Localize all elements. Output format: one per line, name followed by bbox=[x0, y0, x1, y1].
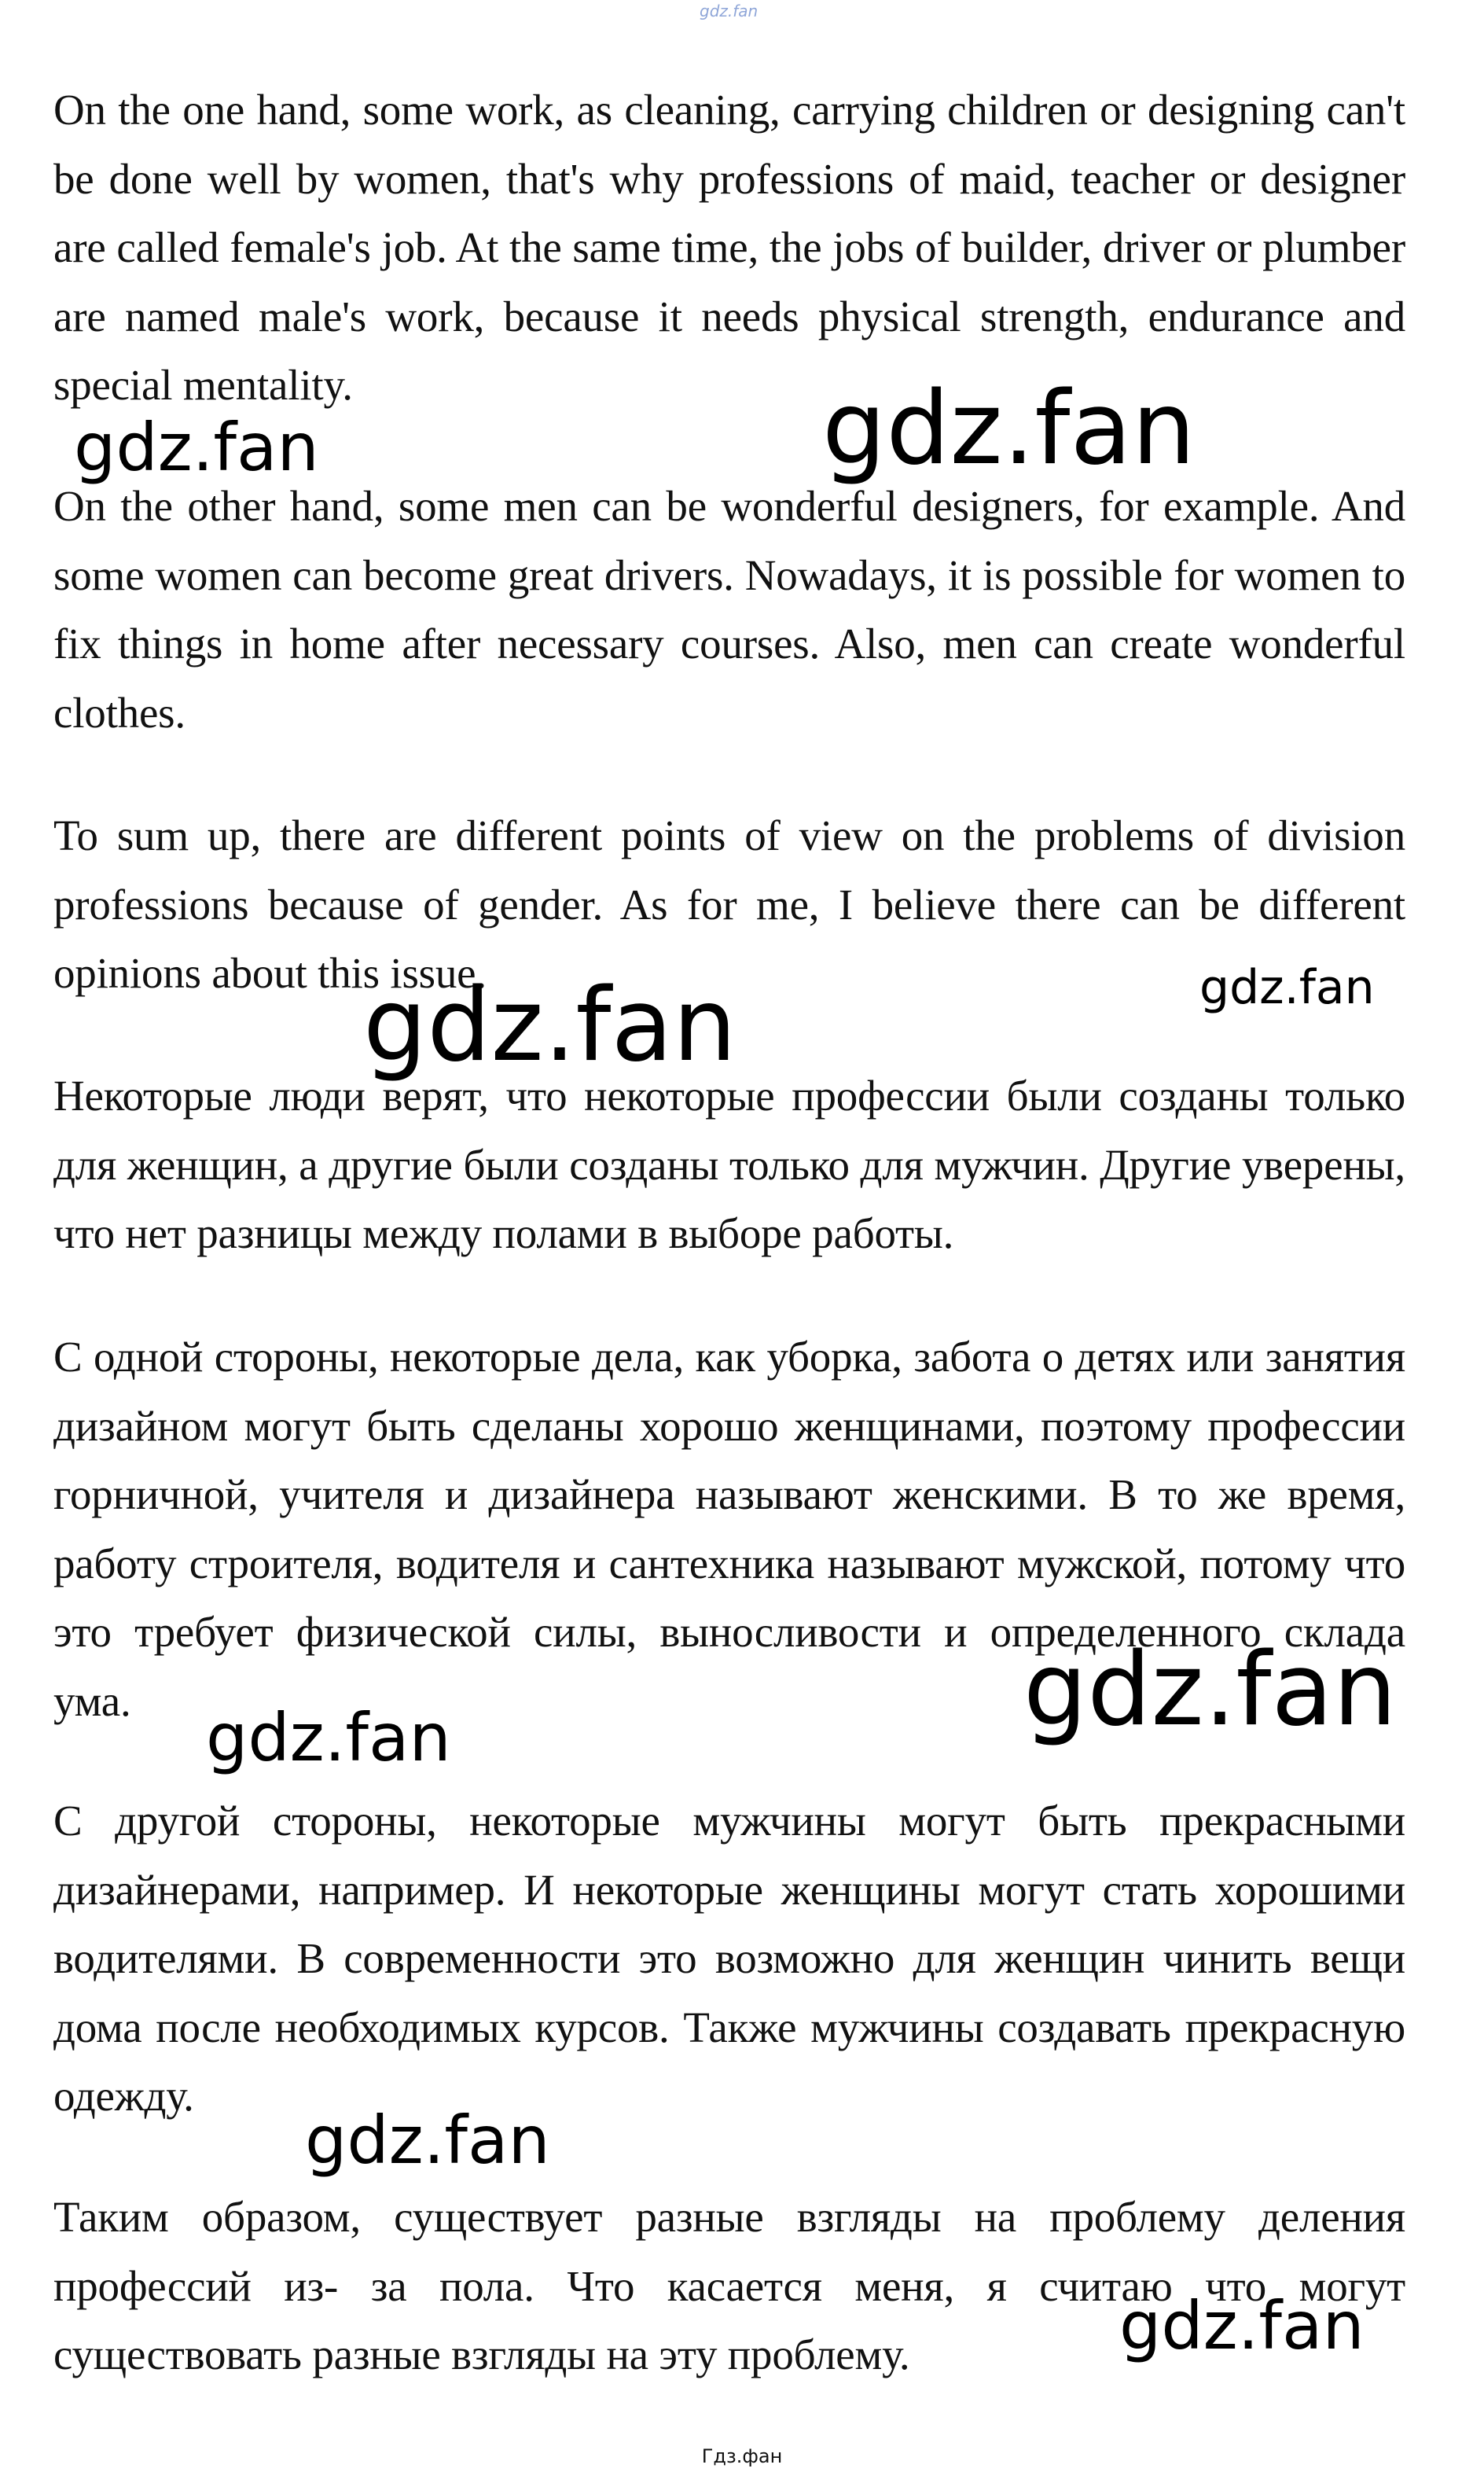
watermark: gdz.fan bbox=[1023, 1631, 1397, 1749]
watermark: gdz.fan bbox=[363, 967, 736, 1084]
page-footer: Гдз.фан bbox=[701, 2445, 783, 2467]
paragraph-en-1: On the one hand, some work, as cleaning, carrying children or designing can't be done well by women, that's why professions of maid, teacher or designer are called female's job. At the same time, the jobs of builder, driver or plumber are named male's work, because it needs physical strength, endurance and special mentality. bbox=[53, 86, 1405, 409]
watermark: gdz.fan bbox=[206, 1699, 451, 1776]
paragraph-en-2: On the other hand, some men can be wonderful designers, for example. And some women can become great drivers. Nowadays, it is possible for women to fix things in home after necessary courses. Also, men can create wonderful clothes. bbox=[53, 482, 1405, 737]
paragraph-en-3: To sum up, there are different points of view on the problems of division professions because of gender. As for me, I believe there can be different opinions about this issue. bbox=[53, 811, 1405, 997]
paragraph-ru-2: С одной стороны, некоторые дела, как уборка, забота о детях или занятия дизайном могут быть сделаны хорошо женщинами, поэтому профессии горничной, учителя и дизайнера называют женскими. В то же время, работу строителя, водителя и сантехника называют мужской, потому что это требует физической силы, выносливости и определенного склада ума. bbox=[53, 1333, 1405, 1725]
watermark: gdz.fan bbox=[74, 409, 319, 486]
paragraph-ru-3: С другой стороны, некоторые мужчины могут быть прекрасными дизайнерами, например. И некоторые женщины могут стать хорошими водителями. В современности это возможно для женщин чинить вещи дома после необходимых курсов. Также мужчины создавать прекрасную одежду. bbox=[53, 1797, 1405, 2120]
paragraph-ru-1: Некоторые люди верят, что некоторые профессии были созданы только для женщин, а другие были созданы только для мужчин. Другие уверены, что нет разницы между полами в выборе работы. bbox=[53, 1072, 1405, 1257]
paragraph-ru-4: Таким образом, существует разные взгляды на проблему деления профессий из- за пола. Что касается меня, я считаю что могут существовать разные взгляды на эту проблему. bbox=[53, 2193, 1405, 2378]
watermark: gdz.fan bbox=[305, 2102, 550, 2179]
top-watermark: gdz.fan bbox=[700, 2, 759, 20]
watermark: gdz.fan bbox=[1199, 960, 1375, 1015]
watermark: gdz.fan bbox=[1119, 2287, 1365, 2364]
watermark: gdz.fan bbox=[822, 370, 1196, 487]
